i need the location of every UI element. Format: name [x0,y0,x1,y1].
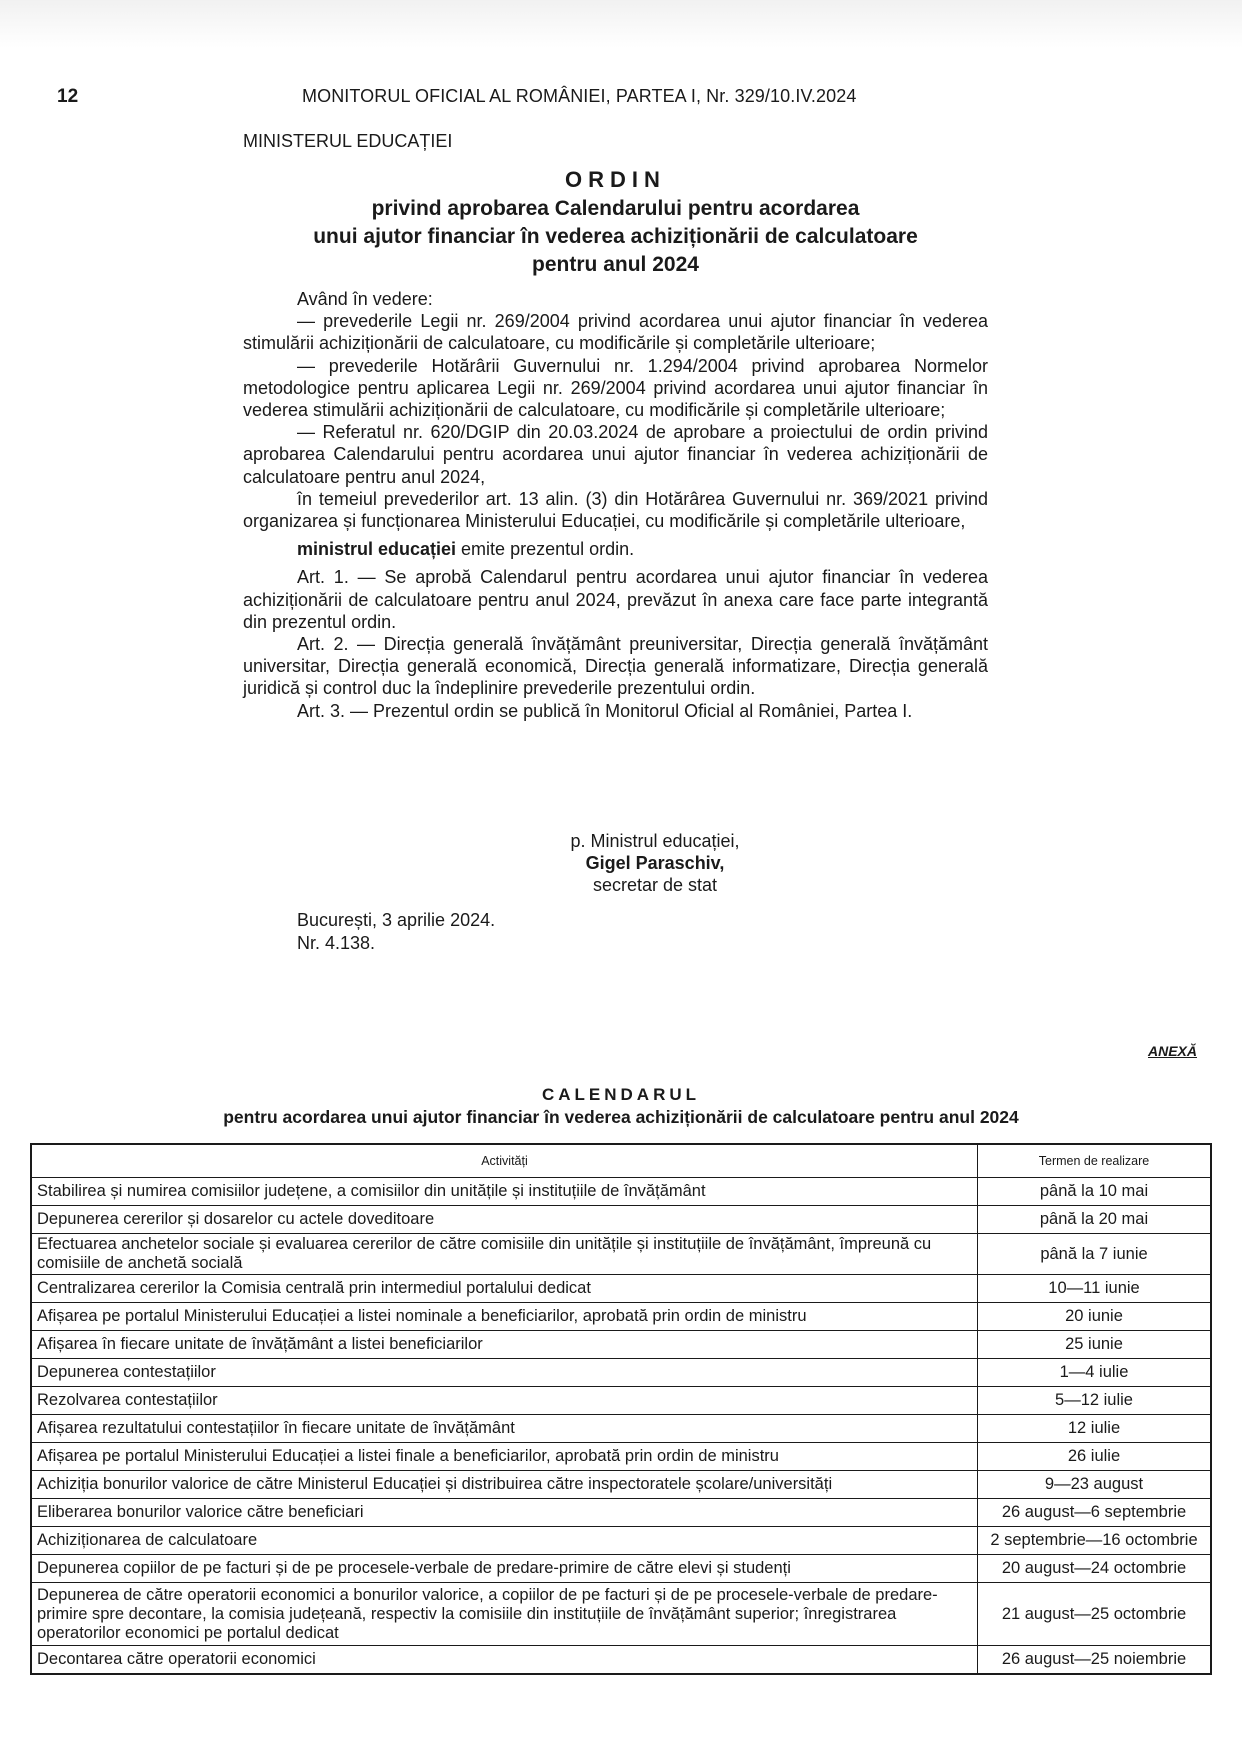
table-row [31,1303,1211,1331]
table-row [31,1387,1211,1415]
signatory-name: Gigel Paraschiv, [585,853,725,873]
minister-label: ministrul educației [297,539,457,560]
deadline-cell: 1—4 iulie [978,1359,1212,1387]
table-row [31,1359,1211,1387]
signatory-role: secretar de stat [592,875,718,895]
signature-line: p. Ministrul educației, [570,831,740,851]
activity-cell: Efectuarea anchetelor sociale și evaluarea cererilor de către comisiile din unitățile și instituțiile de învățământ, împreună cu comisiile de anchetă socială [31,1234,978,1275]
preamble-law: — prevederile Legii nr. 269/2004 privind acordarea unui ajutor financiar în vederea stimulării achiziționării de calculatoare, cu modificările și completările ulterioare; [243,311,988,354]
calendar-heading: CALENDARUL [541,1085,701,1104]
article-1: Art. 1. — Se aprobă Calendarul pentru acordarea unui ajutor financiar în vederea achiziționării de calculatoare pentru anul 2024, prevăzut în anexa care face parte integrantă din prezentul ordin. [243,567,988,632]
activity-cell: Depunerea contestațiilor [31,1359,978,1387]
activity-cell: Depunerea copiilor de pe facturi și de pe procesele-verbale de predare-primire de către elevi și studenți [31,1555,978,1583]
column-header-activities: Activități [31,1144,978,1178]
table-row [31,1499,1211,1527]
deadline-cell: 9—23 august [978,1471,1212,1499]
table-row [31,1275,1211,1303]
deadline-cell: 5—12 iulie [978,1387,1212,1415]
title-line-3: pentru anul 2024 [532,253,699,276]
calendar-subheading: pentru acordarea unui ajutor financiar în vederea achiziționării de calculatoare pentru anul 2024 [223,1107,1019,1127]
place-date-block [297,909,495,955]
enacting-rest: emite prezentul ordin. [456,539,635,560]
deadline-cell: până la 10 mai [978,1178,1212,1206]
deadline-cell: 20 iunie [978,1303,1212,1331]
activity-cell: Achiziția bonurilor valorice de către Ministerul Educației și distribuirea către inspectoratele școlare/universități [31,1471,978,1499]
page-number: 12 [57,86,79,107]
activity-cell: Depunerea cererilor și dosarelor cu actele doveditoare [31,1206,978,1234]
activity-cell: Stabilirea și numirea comisiilor județene, a comisiilor din unitățile și instituțiile de învățământ [31,1178,978,1206]
preamble-basis: în temeiul prevederilor art. 13 alin. (3) din Hotărârea Guvernului nr. 369/2021 privind organizarea și funcționarea Ministerului Educației, cu modificările și completările ulterioare, [243,488,988,532]
deadline-cell: 20 august—24 octombrie [978,1555,1212,1583]
table-row [31,1471,1211,1499]
order-number: Nr. 4.138. [297,933,376,953]
deadline-cell: 26 iulie [978,1443,1212,1471]
preamble-hg: — prevederile Hotărârii Guvernului nr. 1.294/2004 privind aprobarea Normelor metodologice pentru aplicarea Legii nr. 269/2004 privind acordarea unui ajutor financiar în vederea stimulării achiziționării de calculatoare, cu modificările și completările ulterioare; [243,355,988,421]
deadline-cell: până la 7 iunie [978,1234,1212,1275]
table-row [31,1646,1211,1675]
table-row [31,1415,1211,1443]
enacting-clause [243,538,988,560]
activity-cell: Centralizarea cererilor la Comisia centrală prin intermediul portalului dedicat [31,1275,978,1303]
article-3: Art. 3. — Prezentul ordin se publică în Monitorul Oficial al României, Partea I. [297,700,913,721]
preamble-referat: — Referatul nr. 620/DGIP din 20.03.2024 de aprobare a proiectului de ordin privind aprobarea Calendarului pentru acordarea unui ajutor financiar în vederea achiziționării de calculatoare pentru anul 2024, [243,422,988,487]
deadline-cell: 26 august—6 septembrie [978,1499,1212,1527]
activity-cell: Afișarea pe portalul Ministerului Educației a listei nominale a beneficiarilor, aprobată prin ordin de ministru [31,1303,978,1331]
title-main: ORDIN [565,167,666,192]
table-row [31,1178,1211,1206]
article-2: Art. 2. — Direcția generală învățământ preuniversitar, Direcția generală învățământ universitar, Direcția generală economică, Direcția generală informatizare, Direcția generală juridică și control duc la îndeplinire prevederile prezentului ordin. [243,634,988,699]
running-header: MONITORUL OFICIAL AL ROMÂNIEI, PARTEA I, Nr. 329/10.IV.2024 [302,86,857,106]
annex-label: ANEXĂ [1148,1043,1198,1059]
activity-cell: Depunerea de către operatorii economici a bonurilor valorice, a copiilor de pe facturi și de pe procesele-verbale de predare-primire spre decontare, la comisia județeană, respectiv la comisiile din instituțiile de învățământ superior; înregistrarea operatorilor economici pe portalul dedicat [31,1583,978,1646]
deadline-cell: până la 20 mai [978,1206,1212,1234]
table-row [31,1443,1211,1471]
calendar-table [30,1143,1212,1675]
deadline-cell: 10—11 iunie [978,1275,1212,1303]
deadline-cell: 21 august—25 octombrie [978,1583,1212,1646]
table-row [31,1583,1211,1646]
activity-cell: Achiziționarea de calculatoare [31,1527,978,1555]
activity-cell: Rezolvarea contestațiilor [31,1387,978,1415]
title-line-2: unui ajutor financiar în vederea achiziționării de calculatoare [313,225,918,248]
scan-edge [0,0,1242,48]
table-row [31,1206,1211,1234]
preamble-intro: Având în vedere: [297,289,433,309]
title-line-1: privind aprobarea Calendarului pentru acordarea [371,197,860,220]
issuer: MINISTERUL EDUCAȚIEI [243,131,453,151]
place-date: București, 3 aprilie 2024. [297,910,496,930]
activity-cell: Eliberarea bonurilor valorice către beneficiari [31,1499,978,1527]
deadline-cell: 26 august—25 noiembrie [978,1646,1212,1675]
deadline-cell: 25 iunie [978,1331,1212,1359]
table-row [31,1234,1211,1275]
table-row [31,1555,1211,1583]
calendar-title [30,1084,1212,1128]
deadline-cell: 2 septembrie—16 octombrie [978,1527,1212,1555]
column-header-deadline: Termen de realizare [978,1144,1212,1178]
activity-cell: Afișarea rezultatului contestațiilor în fiecare unitate de învățământ [31,1415,978,1443]
activity-cell: Afișarea în fiecare unitate de învățământ a listei beneficiarilor [31,1331,978,1359]
deadline-cell: 12 iulie [978,1415,1212,1443]
table-row [31,1331,1211,1359]
order-body [243,288,988,722]
activity-cell: Afișarea pe portalul Ministerului Educației a listei finale a beneficiarilor, aprobată prin ordin de ministru [31,1443,978,1471]
signature-block [535,830,775,896]
order-title [243,165,988,279]
table-row [31,1527,1211,1555]
activity-cell: Decontarea către operatorii economici [31,1646,978,1675]
